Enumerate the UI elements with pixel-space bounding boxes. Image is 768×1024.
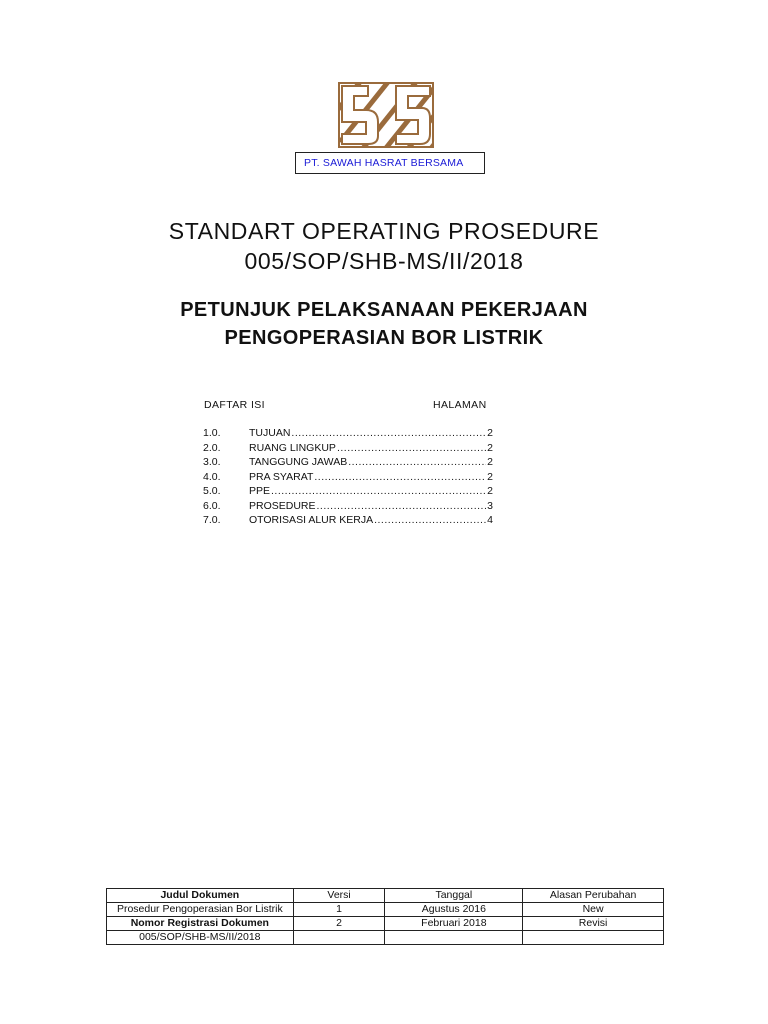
toc-item [203, 455, 493, 470]
toc-leader [337, 441, 486, 456]
toc-item-number: 7.0. [203, 514, 221, 526]
toc-item-label: OTORISASI ALUR KERJA [249, 514, 374, 526]
toc-leader [291, 426, 486, 441]
cell-reg-number: 005/SOP/SHB-MS/II/2018 [107, 931, 294, 945]
cell-reg-label: Nomor Registrasi Dokumen [107, 917, 294, 931]
toc-item-label: PROSEDURE [249, 499, 316, 512]
cell-empty [523, 931, 664, 945]
toc-item-page: 2 [487, 441, 493, 454]
cell-judul: Prosedur Pengoperasian Bor Listrik [107, 903, 294, 917]
toc-item-page: 3 [487, 499, 493, 512]
toc-item [203, 441, 493, 456]
cell-tanggal: Agustus 2016 [385, 903, 523, 917]
toc-item-number: 4.0. [203, 470, 221, 483]
cell-empty [385, 931, 523, 945]
toc-item-number: 3.0. [203, 456, 221, 468]
document-title-line2: PENGOPERASIAN BOR LISTRIK [224, 327, 544, 349]
header-alasan: Alasan Perubahan [523, 889, 664, 903]
toc-item-page: 2 [487, 427, 493, 439]
toc-item [203, 470, 493, 485]
toc-item-label: TUJUAN [249, 427, 291, 439]
toc-leader [348, 455, 486, 470]
company-name: PT. SAWAH HASRAT BERSAMA [304, 157, 464, 169]
cell-versi: 1 [293, 903, 385, 917]
table-of-contents [203, 426, 493, 528]
toc-leader [314, 470, 486, 485]
toc-item-number: 1.0. [203, 427, 221, 439]
toc-item [203, 484, 493, 499]
cell-alasan: New [523, 903, 664, 917]
cell-empty [293, 931, 385, 945]
toc-item-page: 4 [487, 514, 493, 526]
toc-leader [374, 513, 486, 528]
toc-item-page: 2 [487, 470, 493, 483]
cell-tanggal: Februari 2018 [385, 917, 523, 931]
toc-page-heading: HALAMAN [433, 399, 487, 411]
header-tanggal: Tanggal [385, 889, 523, 903]
table-row [107, 903, 664, 917]
toc-item-label: RUANG LINGKUP [249, 441, 336, 454]
company-name-box [295, 152, 485, 174]
table-row [107, 917, 664, 931]
toc-item-label: PRA SYARAT [249, 470, 314, 483]
sop-number: 005/SOP/SHB-MS/II/2018 [244, 248, 524, 274]
toc-item-number: 5.0. [203, 485, 221, 497]
toc-item-label: PPE [249, 485, 271, 497]
document-control-table [106, 888, 664, 945]
toc-leader [271, 484, 486, 499]
cell-versi: 2 [293, 917, 385, 931]
toc-heading: DAFTAR ISI [204, 399, 265, 411]
toc-item-number: 6.0. [203, 499, 221, 512]
toc-item-page: 2 [487, 485, 493, 497]
toc-leader [317, 499, 487, 514]
header-judul: Judul Dokumen [107, 889, 294, 903]
toc-item [203, 513, 493, 528]
sop-title: STANDART OPERATING PROSEDURE [168, 218, 600, 244]
table-row [107, 931, 664, 945]
toc-item-label: TANGGUNG JAWAB [249, 456, 348, 468]
toc-item [203, 499, 493, 514]
company-logo [338, 82, 434, 148]
toc-item-number: 2.0. [203, 441, 221, 454]
cell-alasan: Revisi [523, 917, 664, 931]
document-title-line1: PETUNJUK PELAKSANAAN PEKERJAAN [180, 299, 588, 321]
toc-item-page: 2 [487, 456, 493, 468]
header-versi: Versi [293, 889, 385, 903]
table-header-row [107, 889, 664, 903]
toc-item [203, 426, 493, 441]
